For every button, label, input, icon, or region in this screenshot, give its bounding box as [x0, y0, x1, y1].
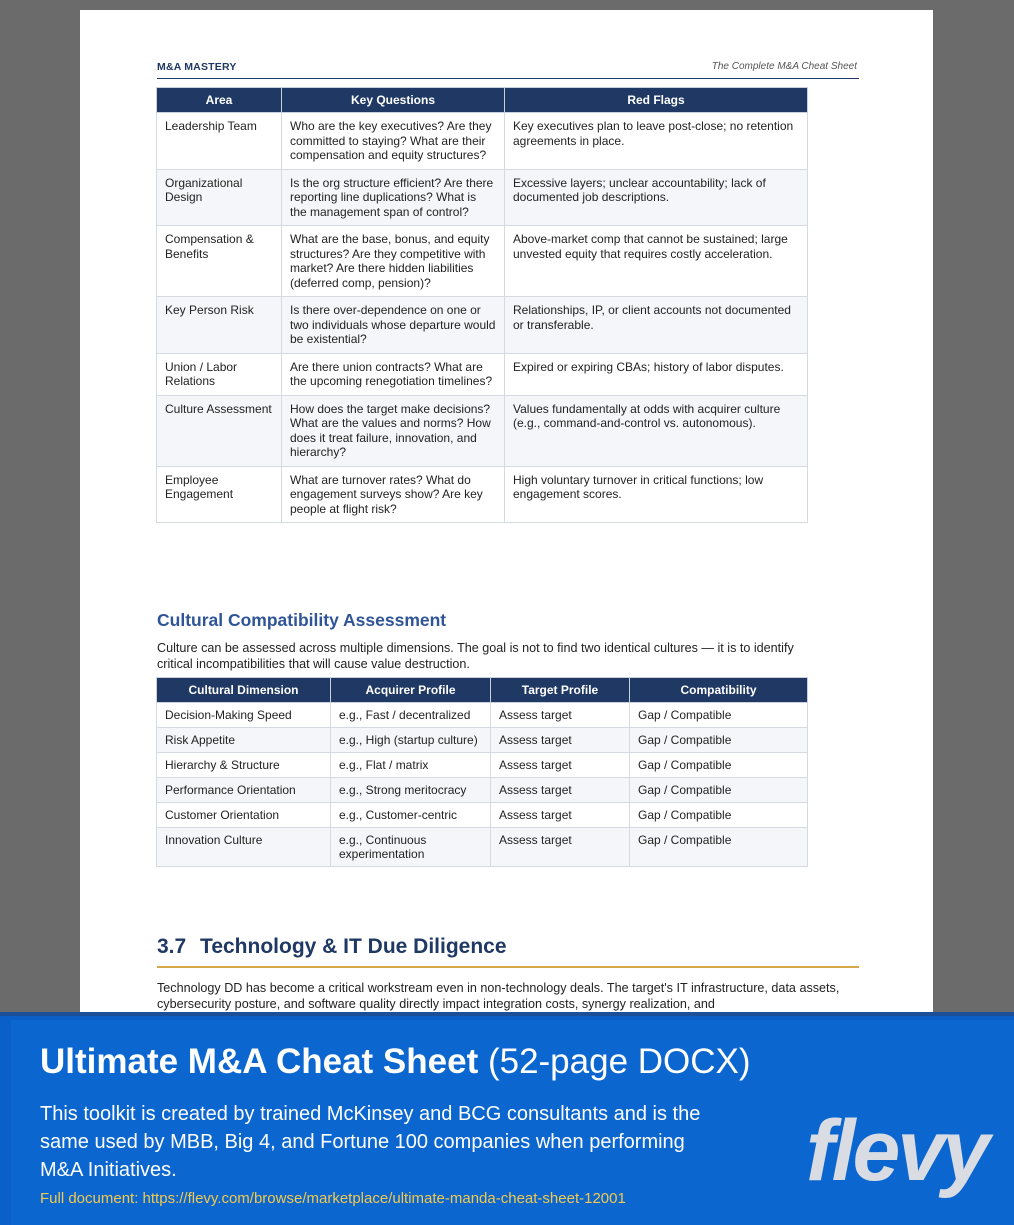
header-doc-title: The Complete M&A Cheat Sheet [711, 61, 857, 72]
red-flag-cell: Expired or expiring CBAs; history of labor disputes. [505, 353, 808, 395]
promo-banner-panel [11, 1020, 1014, 1225]
dimension-cell: Risk Appetite [157, 728, 331, 753]
area-cell: Organizational Design [157, 169, 282, 226]
people-dd-table [156, 87, 808, 523]
target-cell: Assess target [491, 778, 630, 803]
compatibility-cell: Gap / Compatible [630, 728, 808, 753]
table-row [157, 803, 808, 828]
banner-title-main: Ultimate M&A Cheat Sheet [40, 1042, 479, 1081]
area-cell: Union / Labor Relations [157, 353, 282, 395]
acquirer-cell: e.g., Customer-centric [331, 803, 491, 828]
dimension-cell: Performance Orientation [157, 778, 331, 803]
question-cell: Are there union contracts? What are the upcoming renegotiation timelines? [282, 353, 505, 395]
table-row [157, 395, 808, 466]
table-row [157, 778, 808, 803]
section-heading-cultural: Cultural Compatibility Assessment [157, 610, 447, 630]
section-intro-technology: Technology DD has become a critical workstream even in non-technology deals. The target's IT infrastructure, data assets, cybersecurity posture, and software quality directly impact integration costs, synergy realization, and [157, 981, 840, 1011]
red-flag-cell: Above-market comp that cannot be sustained; large unvested equity that requires costly acceleration. [505, 226, 808, 297]
promo-banner [0, 1012, 1014, 1225]
question-cell: How does the target make decisions? What are the values and norms? How does it treat failure, innovation, and hierarchy? [282, 395, 505, 466]
banner-title [40, 1042, 751, 1082]
column-header: Key Questions [282, 88, 505, 113]
compatibility-cell: Gap / Compatible [630, 828, 808, 867]
header-brand: M&A MASTERY [157, 61, 237, 73]
table-header-row [157, 678, 808, 703]
dimension-cell: Hierarchy & Structure [157, 753, 331, 778]
table-row [157, 703, 808, 728]
compatibility-cell: Gap / Compatible [630, 803, 808, 828]
table-header-row [157, 88, 808, 113]
document-page [80, 10, 933, 1020]
acquirer-cell: e.g., Continuous experimentation [331, 828, 491, 867]
red-flag-cell: High voluntary turnover in critical functions; low engagement scores. [505, 466, 808, 523]
question-cell: Who are the key executives? Are they committed to staying? What are their compensation and equity structures? [282, 113, 505, 170]
section-intro-cultural: Culture can be assessed across multiple dimensions. The goal is not to find two identical cultures — it is to identify critical incompatibilities that will cause value destruction. [157, 641, 794, 671]
banner-title-suffix: (52-page DOCX) [478, 1042, 751, 1081]
area-cell: Leadership Team [157, 113, 282, 170]
section-heading-technology [157, 935, 507, 959]
red-flag-cell: Excessive layers; unclear accountability; lack of documented job descriptions. [505, 169, 808, 226]
question-cell: Is the org structure efficient? Are there reporting line duplications? What is the management span of control? [282, 169, 505, 226]
red-flag-cell: Key executives plan to leave post-close; no retention agreements in place. [505, 113, 808, 170]
acquirer-cell: e.g., Fast / decentralized [331, 703, 491, 728]
red-flag-cell: Values fundamentally at odds with acquirer culture (e.g., command-and-control vs. autonomous). [505, 395, 808, 466]
banner-description: This toolkit is created by trained McKinsey and BCG consultants and is the same used by MBB, Big 4, and Fortune 100 companies when performing M&A Initiatives. [40, 1103, 701, 1181]
column-header: Cultural Dimension [157, 678, 331, 703]
table-row [157, 169, 808, 226]
table-row [157, 113, 808, 170]
column-header: Red Flags [505, 88, 808, 113]
dimension-cell: Innovation Culture [157, 828, 331, 867]
area-cell: Compensation & Benefits [157, 226, 282, 297]
table-row [157, 466, 808, 523]
flevy-logo: flevy [806, 1103, 988, 1199]
header-rule [157, 78, 859, 79]
target-cell: Assess target [491, 753, 630, 778]
dimension-cell: Customer Orientation [157, 803, 331, 828]
table-row [157, 728, 808, 753]
compatibility-cell: Gap / Compatible [630, 753, 808, 778]
section-title: Technology & IT Due Diligence [200, 935, 507, 958]
area-cell: Key Person Risk [157, 297, 282, 354]
compatibility-cell: Gap / Compatible [630, 778, 808, 803]
question-cell: Is there over-dependence on one or two individuals whose departure would be existential? [282, 297, 505, 354]
target-cell: Assess target [491, 728, 630, 753]
dimension-cell: Decision-Making Speed [157, 703, 331, 728]
table-row [157, 753, 808, 778]
table-row [157, 353, 808, 395]
area-cell: Employee Engagement [157, 466, 282, 523]
red-flag-cell: Relationships, IP, or client accounts not documented or transferable. [505, 297, 808, 354]
section-number: 3.7 [157, 935, 187, 958]
compatibility-cell: Gap / Compatible [630, 703, 808, 728]
area-cell: Culture Assessment [157, 395, 282, 466]
column-header: Target Profile [491, 678, 630, 703]
banner-document-link[interactable]: Full document: https://flevy.com/browse/marketplace/ultimate-manda-cheat-sheet-12001 [40, 1190, 626, 1207]
target-cell: Assess target [491, 828, 630, 867]
acquirer-cell: e.g., Flat / matrix [331, 753, 491, 778]
table-row [157, 828, 808, 867]
acquirer-cell: e.g., High (startup culture) [331, 728, 491, 753]
question-cell: What are turnover rates? What do engagement surveys show? Are key people at flight risk? [282, 466, 505, 523]
cultural-dimension-table [156, 677, 808, 867]
target-cell: Assess target [491, 803, 630, 828]
question-cell: What are the base, bonus, and equity structures? Are they competitive with market? Are there hidden liabilities (deferred comp, pension)? [282, 226, 505, 297]
column-header: Acquirer Profile [331, 678, 491, 703]
section-rule [157, 966, 859, 968]
column-header: Compatibility [630, 678, 808, 703]
table-row [157, 297, 808, 354]
target-cell: Assess target [491, 703, 630, 728]
table-row [157, 226, 808, 297]
acquirer-cell: e.g., Strong meritocracy [331, 778, 491, 803]
column-header: Area [157, 88, 282, 113]
